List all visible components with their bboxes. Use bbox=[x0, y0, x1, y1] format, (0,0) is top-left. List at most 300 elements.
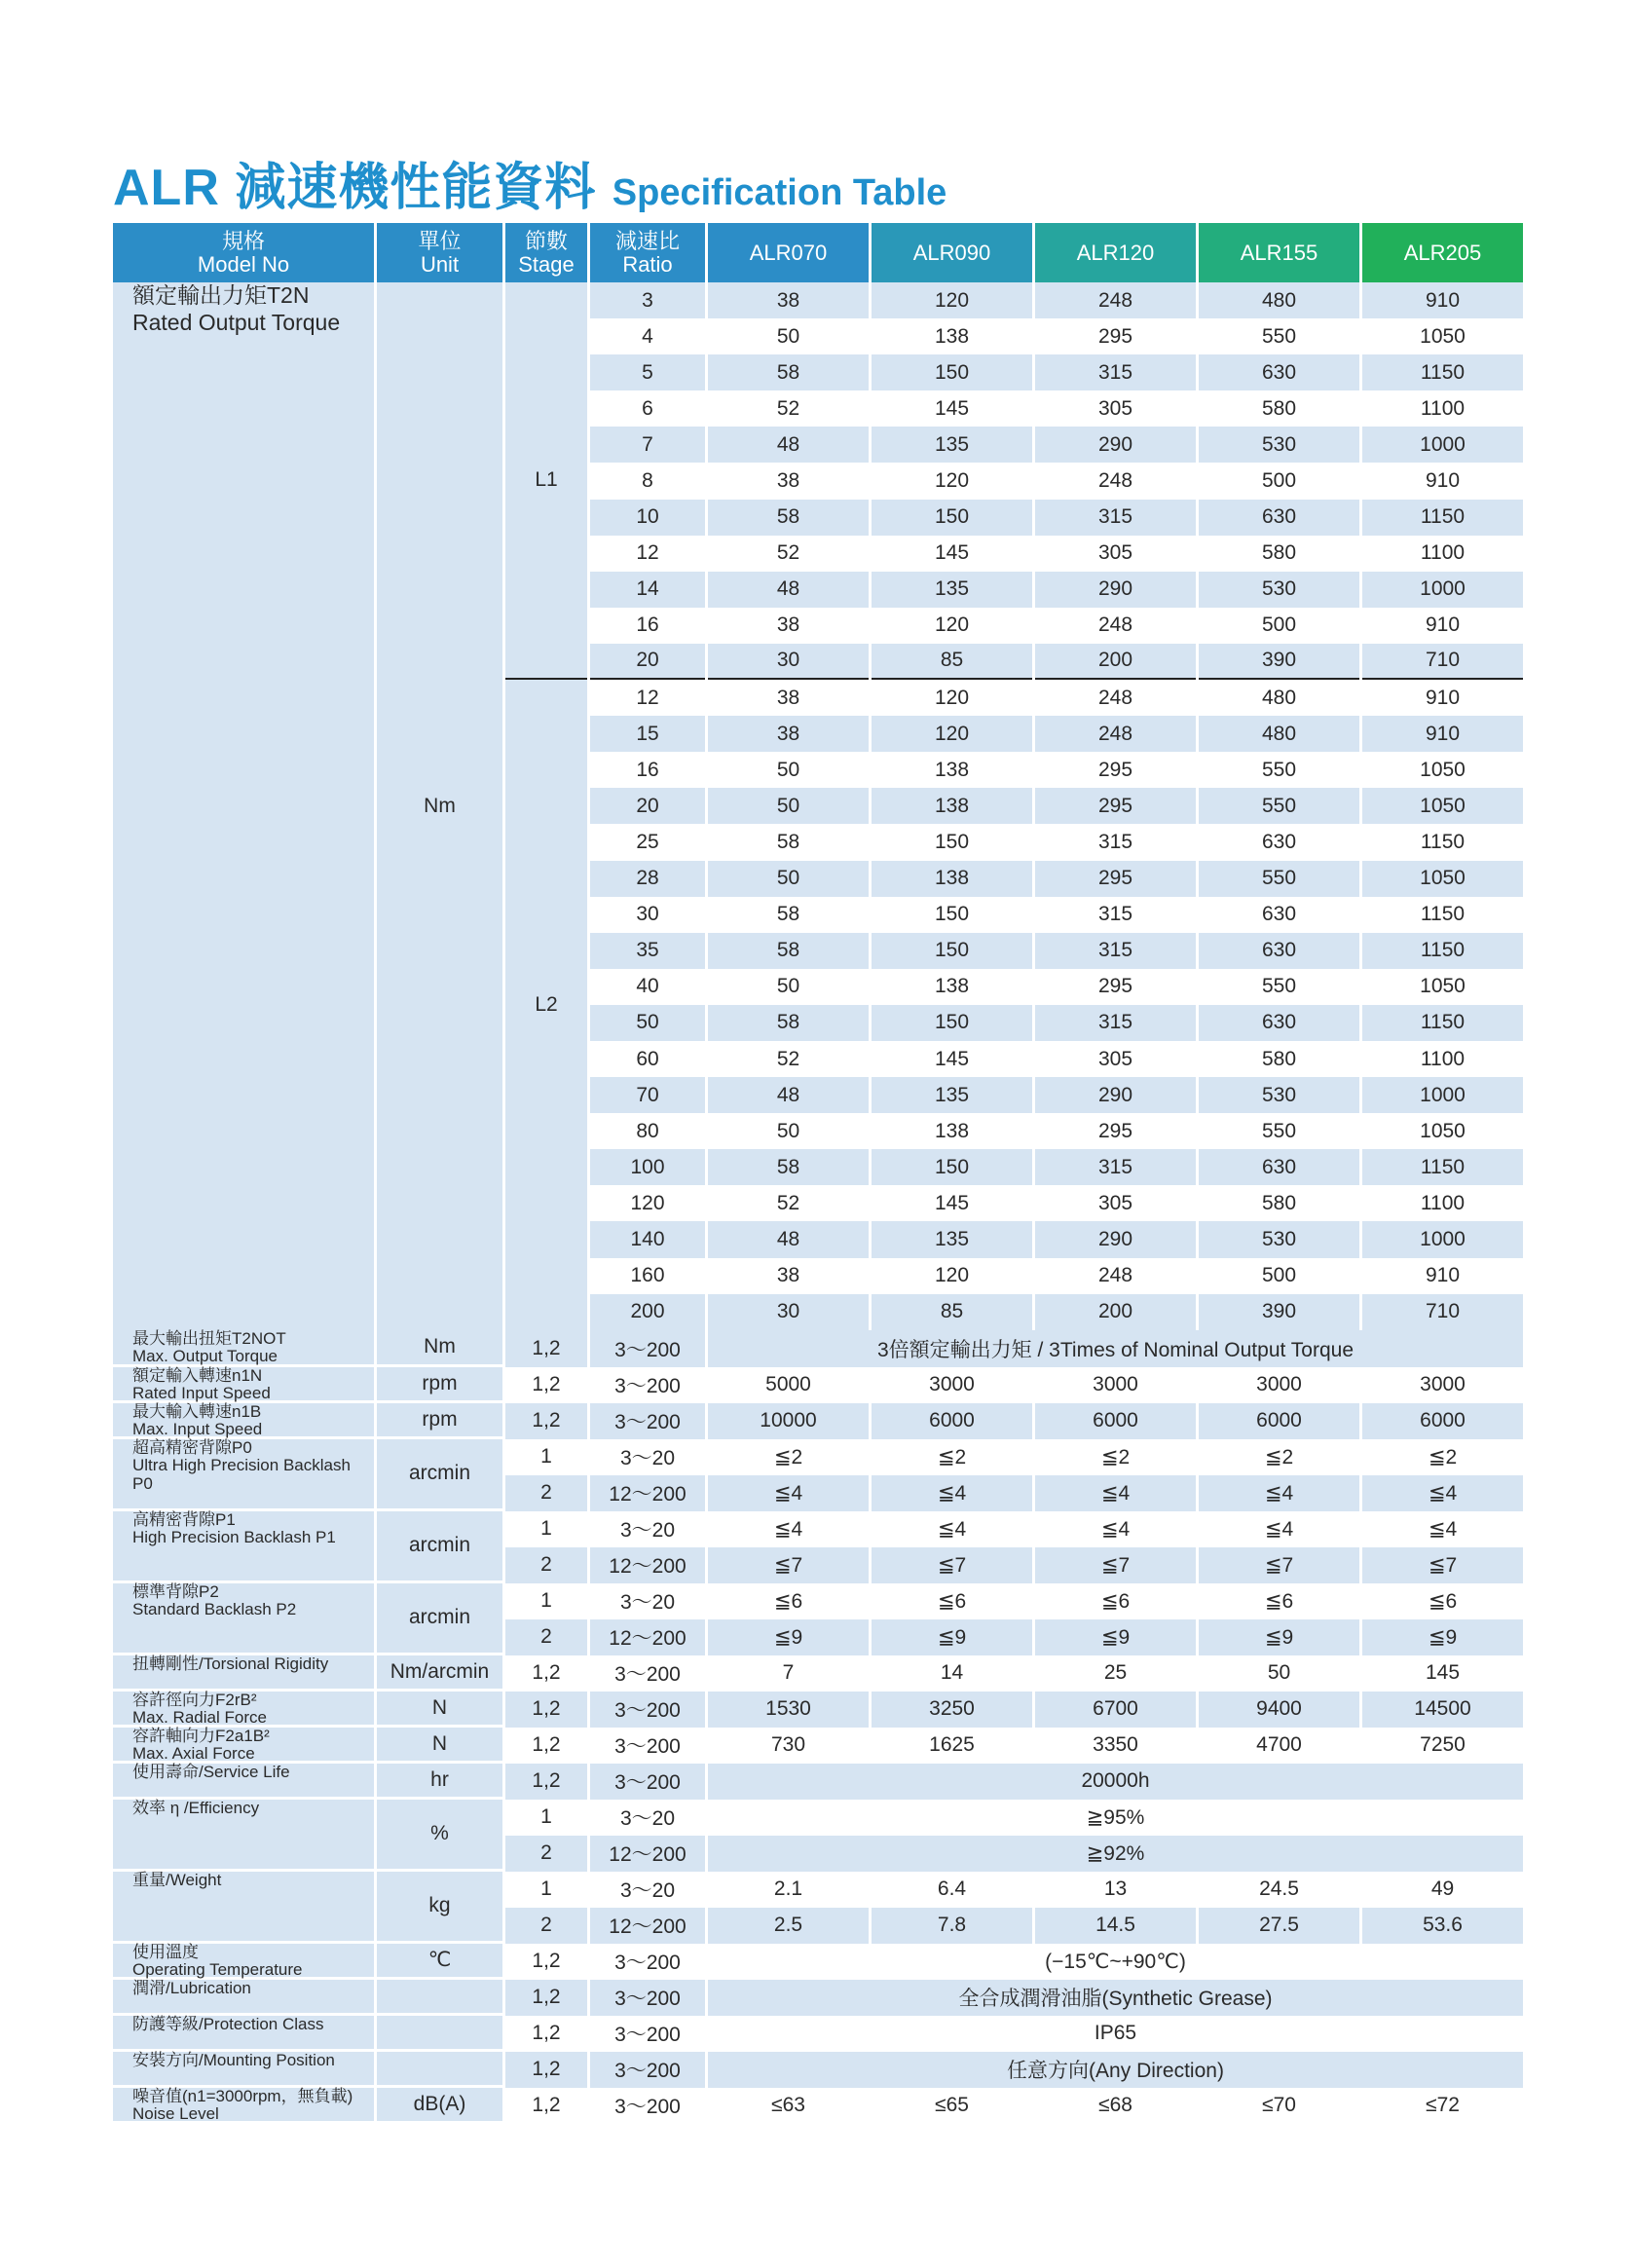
torque-value: 145 bbox=[872, 1185, 1032, 1221]
torque-value: 1150 bbox=[1362, 1149, 1523, 1185]
torque-value: 1100 bbox=[1362, 1185, 1523, 1221]
torque-value: 315 bbox=[1035, 1005, 1196, 1041]
spec-label-cn: 高精密背隙P1 bbox=[132, 1509, 236, 1529]
spec-value: 3000 bbox=[1362, 1367, 1523, 1403]
spec-label-cn: 使用溫度 bbox=[132, 1942, 199, 1961]
torque-ratio: 100 bbox=[590, 1149, 705, 1185]
torque-ratio: 80 bbox=[590, 1113, 705, 1149]
torque-value: 390 bbox=[1199, 1294, 1359, 1330]
spec-value: ≦4 bbox=[1362, 1511, 1523, 1547]
torque-value: 50 bbox=[708, 861, 869, 897]
spec-ratio: 12～200 bbox=[590, 1908, 705, 1944]
spec-label bbox=[113, 1944, 374, 1980]
spec-value: 49 bbox=[1362, 1872, 1523, 1908]
header-stage bbox=[505, 223, 587, 282]
torque-value: 58 bbox=[708, 897, 869, 933]
torque-value: 550 bbox=[1199, 318, 1359, 354]
spec-label-en: Max. Input Speed bbox=[132, 1420, 263, 1439]
torque-value: 150 bbox=[872, 1149, 1032, 1185]
torque-value: 1100 bbox=[1362, 1041, 1523, 1077]
spec-label bbox=[113, 2088, 374, 2124]
spec-value: 7 bbox=[708, 1655, 869, 1692]
torque-ratio: 120 bbox=[590, 1185, 705, 1221]
torque-value: 390 bbox=[1199, 644, 1359, 680]
torque-value: 120 bbox=[872, 680, 1032, 716]
torque-value: 58 bbox=[708, 824, 869, 860]
spec-ratio: 3～200 bbox=[590, 1944, 705, 1980]
spec-unit: Nm bbox=[377, 1330, 502, 1367]
torque-value: 315 bbox=[1035, 824, 1196, 860]
spec-value: ≦6 bbox=[708, 1583, 869, 1619]
torque-value: 1150 bbox=[1362, 824, 1523, 860]
spec-value: 10000 bbox=[708, 1403, 869, 1439]
torque-value: 550 bbox=[1199, 861, 1359, 897]
spec-label bbox=[113, 1403, 374, 1439]
torque-ratio: 7 bbox=[590, 427, 705, 463]
torque-value: 290 bbox=[1035, 427, 1196, 463]
torque-value: 200 bbox=[1035, 644, 1196, 680]
spec-span-value: IP65 bbox=[708, 2016, 1523, 2052]
header-stage-en: Stage bbox=[518, 251, 575, 277]
spec-ratio: 3～200 bbox=[590, 2016, 705, 2052]
spec-value: 25 bbox=[1035, 1655, 1196, 1692]
torque-value: 138 bbox=[872, 318, 1032, 354]
stage-l2: L2 bbox=[505, 680, 587, 1330]
spec-value: 3250 bbox=[872, 1692, 1032, 1728]
spec-ratio: 3～200 bbox=[590, 1692, 705, 1728]
spec-stage: 1,2 bbox=[505, 1330, 587, 1367]
spec-label-cn: 超高精密背隙P0 bbox=[132, 1437, 252, 1457]
spec-value: ≦4 bbox=[1035, 1475, 1196, 1511]
spec-value: 53.6 bbox=[1362, 1908, 1523, 1944]
torque-value: 145 bbox=[872, 536, 1032, 572]
spec-unit bbox=[377, 1980, 502, 2016]
torque-value: 1050 bbox=[1362, 969, 1523, 1005]
torque-value: 550 bbox=[1199, 788, 1359, 824]
torque-value: 530 bbox=[1199, 427, 1359, 463]
spec-stage: 2 bbox=[505, 1547, 587, 1583]
spec-value: ≦2 bbox=[872, 1439, 1032, 1475]
header-stage-cn: 節數 bbox=[524, 228, 568, 253]
spec-label-cn: 安裝方向/Mounting Position bbox=[132, 2050, 335, 2069]
torque-value: 1000 bbox=[1362, 427, 1523, 463]
torque-value: 120 bbox=[872, 1258, 1032, 1294]
torque-value: 135 bbox=[872, 572, 1032, 608]
torque-value: 138 bbox=[872, 752, 1032, 788]
spec-value: ≦4 bbox=[872, 1475, 1032, 1511]
spec-value: ≦6 bbox=[1362, 1583, 1523, 1619]
torque-value: 530 bbox=[1199, 1221, 1359, 1257]
torque-value: 315 bbox=[1035, 897, 1196, 933]
torque-value: 50 bbox=[708, 969, 869, 1005]
torque-value: 38 bbox=[708, 282, 869, 318]
spec-label-cn: 容許軸向力F2a1B² bbox=[132, 1726, 270, 1745]
header-unit bbox=[377, 223, 502, 282]
torque-value: 630 bbox=[1199, 500, 1359, 536]
torque-value: 1150 bbox=[1362, 500, 1523, 536]
spec-stage: 2 bbox=[505, 1475, 587, 1511]
torque-value: 305 bbox=[1035, 1185, 1196, 1221]
spec-value: 1530 bbox=[708, 1692, 869, 1728]
torque-value: 1000 bbox=[1362, 572, 1523, 608]
torque-value: 295 bbox=[1035, 318, 1196, 354]
spec-label bbox=[113, 1511, 374, 1583]
torque-value: 48 bbox=[708, 1221, 869, 1257]
spec-stage: 1 bbox=[505, 1511, 587, 1547]
spec-label bbox=[113, 2052, 374, 2088]
header-model bbox=[113, 223, 374, 282]
torque-value: 85 bbox=[872, 1294, 1032, 1330]
spec-value: ≦4 bbox=[1035, 1511, 1196, 1547]
spec-unit: % bbox=[377, 1800, 502, 1872]
spec-value: 6000 bbox=[872, 1403, 1032, 1439]
spec-ratio: 3～200 bbox=[590, 1367, 705, 1403]
torque-value: 290 bbox=[1035, 1077, 1196, 1113]
spec-label-en: Max. Radial Force bbox=[132, 1708, 267, 1728]
torque-value: 305 bbox=[1035, 390, 1196, 427]
header-model-cn: 規格 bbox=[221, 228, 265, 253]
torque-value: 50 bbox=[708, 752, 869, 788]
spec-span-value: ≧95% bbox=[708, 1800, 1523, 1836]
spec-stage: 1 bbox=[505, 1800, 587, 1836]
spec-value: 24.5 bbox=[1199, 1872, 1359, 1908]
torque-value: 315 bbox=[1035, 933, 1196, 969]
spec-label-en: Noise Level bbox=[132, 2104, 219, 2124]
torque-value: 910 bbox=[1362, 463, 1523, 499]
spec-unit: dB(A) bbox=[377, 2088, 502, 2124]
torque-value: 30 bbox=[708, 1294, 869, 1330]
spec-value: ≦4 bbox=[1199, 1475, 1359, 1511]
torque-value: 315 bbox=[1035, 500, 1196, 536]
torque-ratio: 140 bbox=[590, 1221, 705, 1257]
spec-value: 4700 bbox=[1199, 1728, 1359, 1764]
spec-value: ≤65 bbox=[872, 2088, 1032, 2124]
spec-label bbox=[113, 2016, 374, 2052]
torque-value: 150 bbox=[872, 354, 1032, 390]
torque-value: 290 bbox=[1035, 1221, 1196, 1257]
torque-value: 1100 bbox=[1362, 390, 1523, 427]
spec-value: ≤68 bbox=[1035, 2088, 1196, 2124]
spec-ratio: 3～200 bbox=[590, 2088, 705, 2124]
torque-value: 1150 bbox=[1362, 354, 1523, 390]
torque-value: 295 bbox=[1035, 752, 1196, 788]
torque-value: 150 bbox=[872, 897, 1032, 933]
spec-ratio: 3～200 bbox=[590, 1330, 705, 1367]
spec-value: 7250 bbox=[1362, 1728, 1523, 1764]
spec-ratio: 3～200 bbox=[590, 1655, 705, 1692]
torque-unit: Nm bbox=[377, 282, 502, 1330]
spec-unit: rpm bbox=[377, 1367, 502, 1403]
spec-label-cn: 最大輸入轉速n1B bbox=[132, 1401, 262, 1421]
torque-ratio: 5 bbox=[590, 354, 705, 390]
header-alr205: ALR205 bbox=[1362, 223, 1523, 282]
torque-value: 52 bbox=[708, 536, 869, 572]
spec-value: ≦9 bbox=[1035, 1619, 1196, 1655]
spec-stage: 1,2 bbox=[505, 1655, 587, 1692]
spec-label-cn: 標準背隙P2 bbox=[132, 1581, 219, 1601]
spec-span-value: ≧92% bbox=[708, 1836, 1523, 1872]
spec-stage: 1,2 bbox=[505, 1764, 587, 1800]
spec-unit: arcmin bbox=[377, 1583, 502, 1655]
torque-value: 630 bbox=[1199, 1005, 1359, 1041]
spec-stage: 1 bbox=[505, 1872, 587, 1908]
spec-value: ≦4 bbox=[872, 1511, 1032, 1547]
spec-label bbox=[113, 1728, 374, 1764]
spec-label-cn: 容許徑向力F2rB² bbox=[132, 1690, 257, 1709]
header-ratio-en: Ratio bbox=[622, 251, 673, 277]
torque-value: 1050 bbox=[1362, 752, 1523, 788]
torque-value: 500 bbox=[1199, 1258, 1359, 1294]
spec-value: ≦4 bbox=[708, 1475, 869, 1511]
spec-label bbox=[113, 1692, 374, 1728]
torque-value: 48 bbox=[708, 1077, 869, 1113]
spec-label bbox=[113, 1980, 374, 2016]
spec-stage: 1,2 bbox=[505, 1692, 587, 1728]
torque-ratio: 4 bbox=[590, 318, 705, 354]
torque-ratio: 160 bbox=[590, 1258, 705, 1294]
spec-value: ≦7 bbox=[708, 1547, 869, 1583]
torque-value: 145 bbox=[872, 1041, 1032, 1077]
spec-ratio: 3～20 bbox=[590, 1511, 705, 1547]
torque-value: 910 bbox=[1362, 608, 1523, 644]
spec-label-cn: 噪音值(n1=3000rpm，無負載) bbox=[132, 2086, 353, 2105]
torque-value: 58 bbox=[708, 1149, 869, 1185]
torque-value: 248 bbox=[1035, 716, 1196, 752]
torque-value: 150 bbox=[872, 933, 1032, 969]
torque-value: 295 bbox=[1035, 788, 1196, 824]
torque-value: 38 bbox=[708, 463, 869, 499]
torque-value: 1050 bbox=[1362, 788, 1523, 824]
spec-value: ≦4 bbox=[1362, 1475, 1523, 1511]
spec-stage: 2 bbox=[505, 1908, 587, 1944]
torque-value: 150 bbox=[872, 1005, 1032, 1041]
spec-ratio: 12～200 bbox=[590, 1475, 705, 1511]
torque-value: 630 bbox=[1199, 933, 1359, 969]
spec-ratio: 12～200 bbox=[590, 1547, 705, 1583]
spec-span-value: 全合成潤滑油脂(Synthetic Grease) bbox=[708, 1980, 1523, 2016]
torque-value: 1000 bbox=[1362, 1077, 1523, 1113]
spec-value: 3000 bbox=[1199, 1367, 1359, 1403]
torque-value: 1150 bbox=[1362, 1005, 1523, 1041]
spec-value: ≤63 bbox=[708, 2088, 869, 2124]
spec-value: 5000 bbox=[708, 1367, 869, 1403]
spec-ratio: 3～200 bbox=[590, 1980, 705, 2016]
spec-stage: 2 bbox=[505, 1619, 587, 1655]
spec-stage: 1,2 bbox=[505, 1403, 587, 1439]
spec-value: 3350 bbox=[1035, 1728, 1196, 1764]
header-model-en: Model No bbox=[197, 251, 290, 277]
torque-value: 1000 bbox=[1362, 1221, 1523, 1257]
torque-value: 1050 bbox=[1362, 318, 1523, 354]
torque-value: 630 bbox=[1199, 1149, 1359, 1185]
spec-value: ≦6 bbox=[1199, 1583, 1359, 1619]
spec-unit: N bbox=[377, 1692, 502, 1728]
spec-ratio: 3～200 bbox=[590, 2052, 705, 2088]
torque-value: 480 bbox=[1199, 680, 1359, 716]
torque-value: 38 bbox=[708, 716, 869, 752]
torque-value: 248 bbox=[1035, 1258, 1196, 1294]
spec-stage: 1 bbox=[505, 1583, 587, 1619]
torque-value: 530 bbox=[1199, 572, 1359, 608]
torque-value: 135 bbox=[872, 1221, 1032, 1257]
torque-ratio: 10 bbox=[590, 500, 705, 536]
torque-value: 305 bbox=[1035, 536, 1196, 572]
torque-value: 145 bbox=[872, 390, 1032, 427]
torque-value: 50 bbox=[708, 318, 869, 354]
spec-value: 9400 bbox=[1199, 1692, 1359, 1728]
spec-label-cn: 重量/Weight bbox=[132, 1870, 222, 1889]
spec-value: ≦2 bbox=[1362, 1439, 1523, 1475]
torque-value: 58 bbox=[708, 500, 869, 536]
torque-value: 138 bbox=[872, 861, 1032, 897]
spec-value: 6.4 bbox=[872, 1872, 1032, 1908]
torque-ratio: 20 bbox=[590, 644, 705, 680]
torque-value: 1050 bbox=[1362, 1113, 1523, 1149]
spec-label bbox=[113, 1764, 374, 1800]
torque-value: 710 bbox=[1362, 1294, 1523, 1330]
torque-value: 138 bbox=[872, 969, 1032, 1005]
spec-value: ≦4 bbox=[708, 1511, 869, 1547]
spec-stage: 2 bbox=[505, 1836, 587, 1872]
spec-stage: 1,2 bbox=[505, 2052, 587, 2088]
torque-value: 630 bbox=[1199, 354, 1359, 390]
torque-ratio: 40 bbox=[590, 969, 705, 1005]
header-ratio bbox=[590, 223, 705, 282]
spec-label-en: Ultra High Precision Backlash P0 bbox=[132, 1456, 351, 1494]
spec-value: ≦2 bbox=[708, 1439, 869, 1475]
spec-value: 50 bbox=[1199, 1655, 1359, 1692]
torque-value: 295 bbox=[1035, 1113, 1196, 1149]
spec-span-value: (−15℃~+90℃) bbox=[708, 1944, 1523, 1980]
torque-value: 58 bbox=[708, 1005, 869, 1041]
spec-unit: N bbox=[377, 1728, 502, 1764]
page-title bbox=[113, 146, 947, 216]
torque-value: 580 bbox=[1199, 536, 1359, 572]
spec-value: ≦7 bbox=[1362, 1547, 1523, 1583]
torque-value: 550 bbox=[1199, 969, 1359, 1005]
spec-value: 6000 bbox=[1035, 1403, 1196, 1439]
torque-value: 50 bbox=[708, 788, 869, 824]
torque-ratio: 8 bbox=[590, 463, 705, 499]
torque-label bbox=[113, 282, 374, 1330]
torque-value: 248 bbox=[1035, 680, 1196, 716]
torque-value: 48 bbox=[708, 572, 869, 608]
torque-value: 480 bbox=[1199, 282, 1359, 318]
spec-value: ≦7 bbox=[1035, 1547, 1196, 1583]
spec-value: 6000 bbox=[1362, 1403, 1523, 1439]
spec-value: 1625 bbox=[872, 1728, 1032, 1764]
spec-stage: 1,2 bbox=[505, 1728, 587, 1764]
header-alr070: ALR070 bbox=[708, 223, 869, 282]
torque-value: 38 bbox=[708, 680, 869, 716]
torque-value: 630 bbox=[1199, 897, 1359, 933]
torque-value: 580 bbox=[1199, 1185, 1359, 1221]
header-alr155: ALR155 bbox=[1199, 223, 1359, 282]
torque-value: 305 bbox=[1035, 1041, 1196, 1077]
torque-value: 630 bbox=[1199, 824, 1359, 860]
torque-value: 248 bbox=[1035, 608, 1196, 644]
spec-label bbox=[113, 1367, 374, 1403]
torque-ratio: 25 bbox=[590, 824, 705, 860]
spec-value: ≦6 bbox=[1035, 1583, 1196, 1619]
title-sub: Specification Table bbox=[612, 172, 947, 213]
torque-label-en: Rated Output Torque bbox=[132, 309, 341, 335]
header-unit-en: Unit bbox=[420, 251, 460, 277]
torque-ratio: 3 bbox=[590, 282, 705, 318]
torque-value: 315 bbox=[1035, 1149, 1196, 1185]
spec-stage: 1 bbox=[505, 1439, 587, 1475]
spec-value: ≦9 bbox=[1362, 1619, 1523, 1655]
torque-value: 710 bbox=[1362, 644, 1523, 680]
torque-ratio: 16 bbox=[590, 608, 705, 644]
spec-value: ≦7 bbox=[1199, 1547, 1359, 1583]
spec-label-en: Operating Temperature bbox=[132, 1960, 303, 1980]
torque-ratio: 200 bbox=[590, 1294, 705, 1330]
spec-value: 14.5 bbox=[1035, 1908, 1196, 1944]
spec-value: 3000 bbox=[872, 1367, 1032, 1403]
torque-value: 48 bbox=[708, 427, 869, 463]
header-ratio-cn: 減速比 bbox=[614, 228, 680, 253]
spec-ratio: 3～200 bbox=[590, 1764, 705, 1800]
torque-value: 910 bbox=[1362, 1258, 1523, 1294]
spec-ratio: 3～200 bbox=[590, 1728, 705, 1764]
spec-value: ≤70 bbox=[1199, 2088, 1359, 2124]
spec-unit: ℃ bbox=[377, 1944, 502, 1980]
spec-span-value: 20000h bbox=[708, 1764, 1523, 1800]
torque-ratio: 50 bbox=[590, 1005, 705, 1041]
spec-unit: arcmin bbox=[377, 1439, 502, 1511]
torque-ratio: 6 bbox=[590, 390, 705, 427]
spec-label-cn: 扭轉剛性/Torsional Rigidity bbox=[132, 1654, 329, 1673]
torque-value: 315 bbox=[1035, 354, 1196, 390]
spec-value: 3000 bbox=[1035, 1367, 1196, 1403]
header-alr120: ALR120 bbox=[1035, 223, 1196, 282]
torque-value: 910 bbox=[1362, 716, 1523, 752]
torque-value: 120 bbox=[872, 463, 1032, 499]
torque-ratio: 35 bbox=[590, 933, 705, 969]
spec-unit: Nm/arcmin bbox=[377, 1655, 502, 1692]
torque-ratio: 70 bbox=[590, 1077, 705, 1113]
spec-value: 2.5 bbox=[708, 1908, 869, 1944]
spec-label-en: Rated Input Speed bbox=[132, 1384, 271, 1403]
stage-l1: L1 bbox=[505, 282, 587, 680]
spec-unit: hr bbox=[377, 1764, 502, 1800]
torque-ratio: 60 bbox=[590, 1041, 705, 1077]
torque-value: 138 bbox=[872, 788, 1032, 824]
spec-ratio: 3～20 bbox=[590, 1439, 705, 1475]
torque-label-cn: 額定輸出力矩T2N bbox=[132, 282, 310, 308]
spec-table bbox=[113, 223, 1523, 2268]
torque-value: 290 bbox=[1035, 572, 1196, 608]
title-main: ALR 減速機性能資料 bbox=[113, 160, 597, 216]
torque-value: 38 bbox=[708, 1258, 869, 1294]
torque-value: 295 bbox=[1035, 969, 1196, 1005]
torque-ratio: 20 bbox=[590, 788, 705, 824]
spec-stage: 1,2 bbox=[505, 1944, 587, 1980]
spec-unit: kg bbox=[377, 1872, 502, 1944]
torque-value: 52 bbox=[708, 1041, 869, 1077]
spec-value: 13 bbox=[1035, 1872, 1196, 1908]
spec-value: 6700 bbox=[1035, 1692, 1196, 1728]
torque-value: 480 bbox=[1199, 716, 1359, 752]
spec-label-cn: 額定輸入轉速n1N bbox=[132, 1365, 263, 1385]
spec-value: ≦2 bbox=[1199, 1439, 1359, 1475]
torque-value: 910 bbox=[1362, 680, 1523, 716]
spec-stage: 1,2 bbox=[505, 1367, 587, 1403]
spec-value: 7.8 bbox=[872, 1908, 1032, 1944]
spec-ratio: 3～20 bbox=[590, 1872, 705, 1908]
spec-label-en: High Precision Backlash P1 bbox=[132, 1528, 336, 1547]
